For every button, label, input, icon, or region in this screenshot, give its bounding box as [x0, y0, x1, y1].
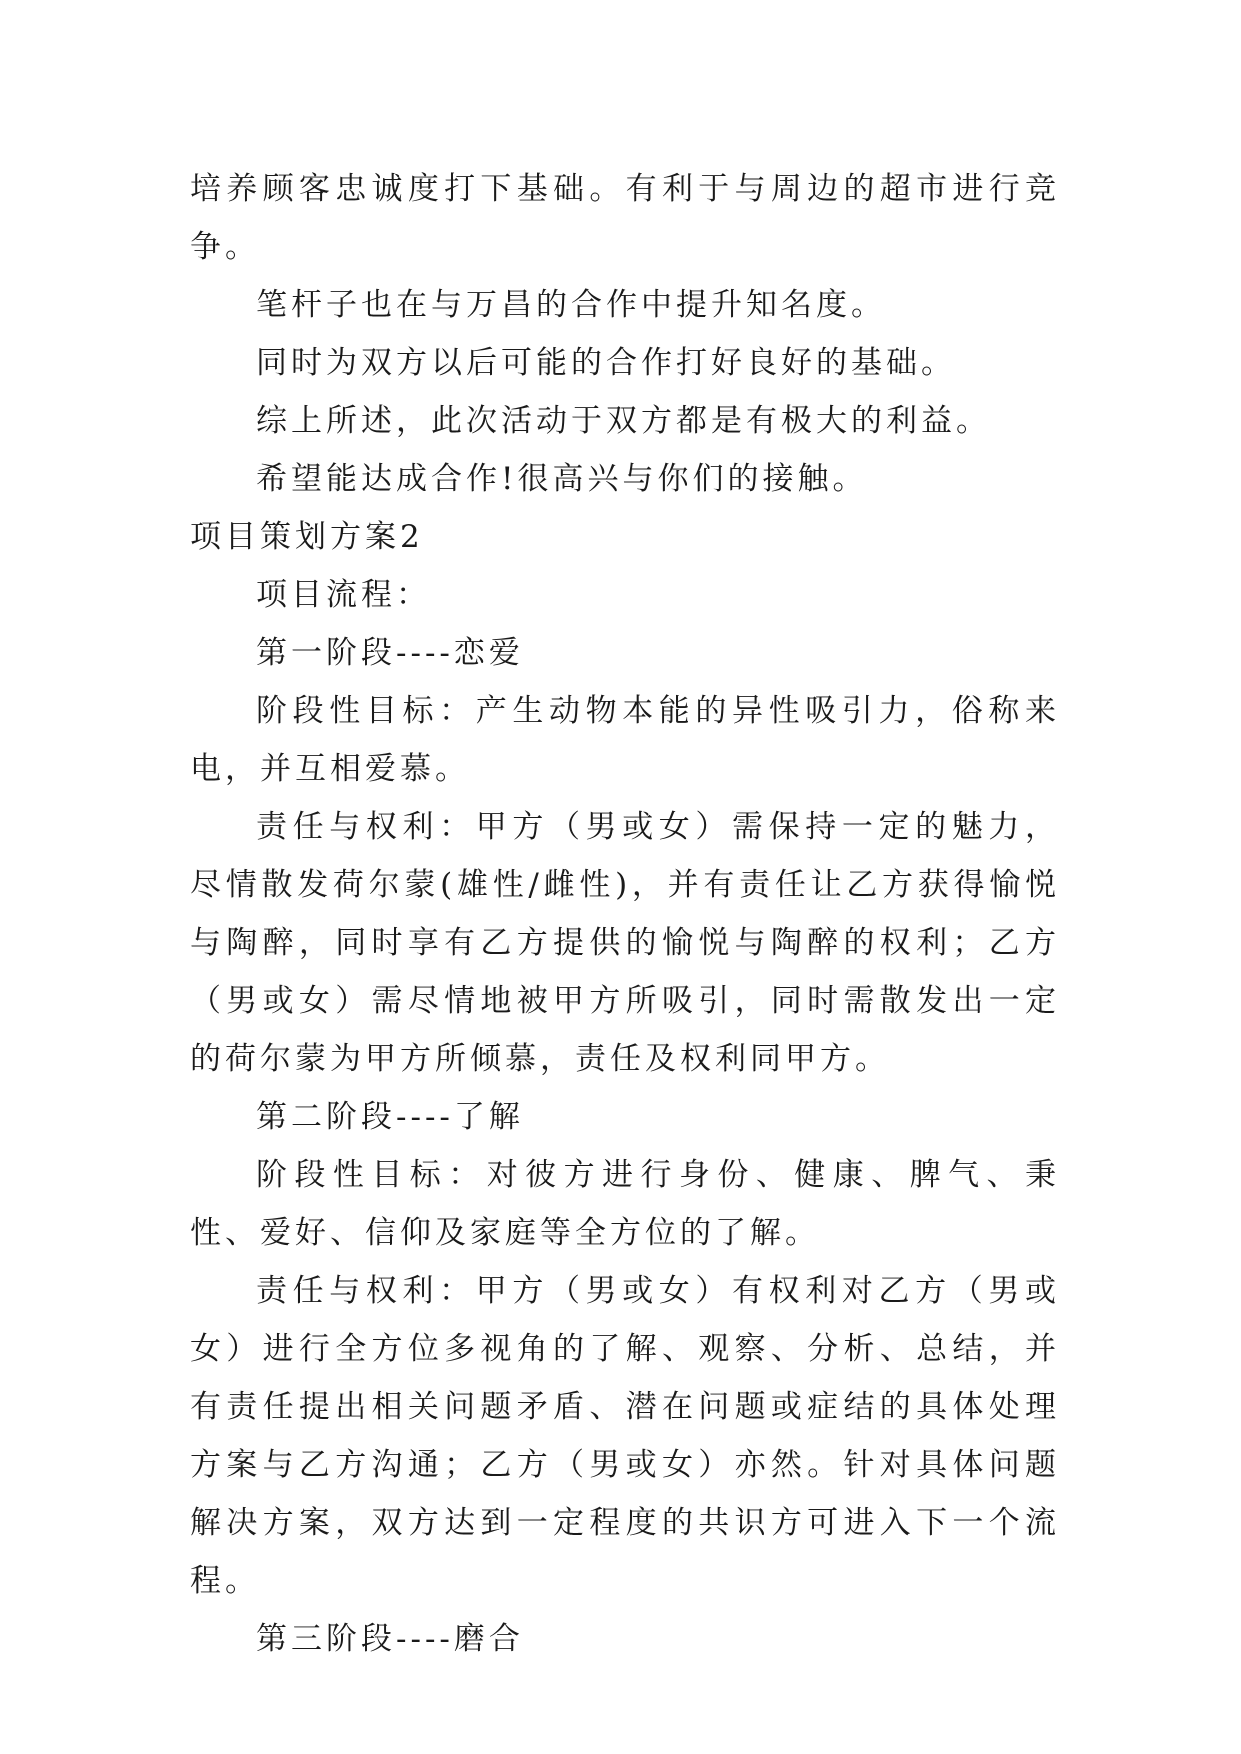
stage-3-heading: 第三阶段----磨合 [256, 1621, 524, 1657]
paragraph-1: 培养顾客忠诚度打下基础。有利于与周边的超市进行竞争。 [190, 171, 1060, 265]
stage-2-goal: 阶段性目标：对彼方进行身份、健康、脾气、秉性、爱好、信仰及家庭等全方位的了解。 [190, 1157, 1060, 1251]
section-heading: 项目策划方案2 [190, 519, 424, 555]
document-body [190, 160, 1060, 1668]
paragraph-4: 综上所述，此次活动于双方都是有极大的利益。 [256, 403, 991, 439]
paragraph-process-title: 项目流程： [256, 577, 431, 613]
stage-1-heading: 第一阶段----恋爱 [256, 635, 524, 671]
stage-1-goal: 阶段性目标：产生动物本能的异性吸引力，俗称来电，并互相爱慕。 [190, 693, 1060, 787]
stage-2-responsibility: 责任与权利：甲方（男或女）有权利对乙方（男或女）进行全方位多视角的了解、观察、分析、总结，并有责任提出相关问题矛盾、潜在问题或症结的具体处理方案与乙方沟通；乙方（男或女）亦然。针对具体问题解决方案，双方达到一定程度的共识方可进入下一个流程。 [190, 1273, 1060, 1599]
paragraph-2: 笔杆子也在与万昌的合作中提升知名度。 [256, 287, 886, 323]
paragraph-3: 同时为双方以后可能的合作打好良好的基础。 [256, 345, 956, 381]
paragraph-5: 希望能达成合作!很高兴与你们的接触。 [256, 461, 868, 497]
stage-1-responsibility: 责任与权利：甲方（男或女）需保持一定的魅力，尽情散发荷尔蒙(雄性/雌性)，并有责任让乙方获得愉悦与陶醉，同时享有乙方提供的愉悦与陶醉的权利；乙方（男或女）需尽情地被甲方所吸引，同时需散发出一定的荷尔蒙为甲方所倾慕，责任及权利同甲方。 [190, 809, 1060, 1077]
stage-2-heading: 第二阶段----了解 [256, 1099, 524, 1135]
